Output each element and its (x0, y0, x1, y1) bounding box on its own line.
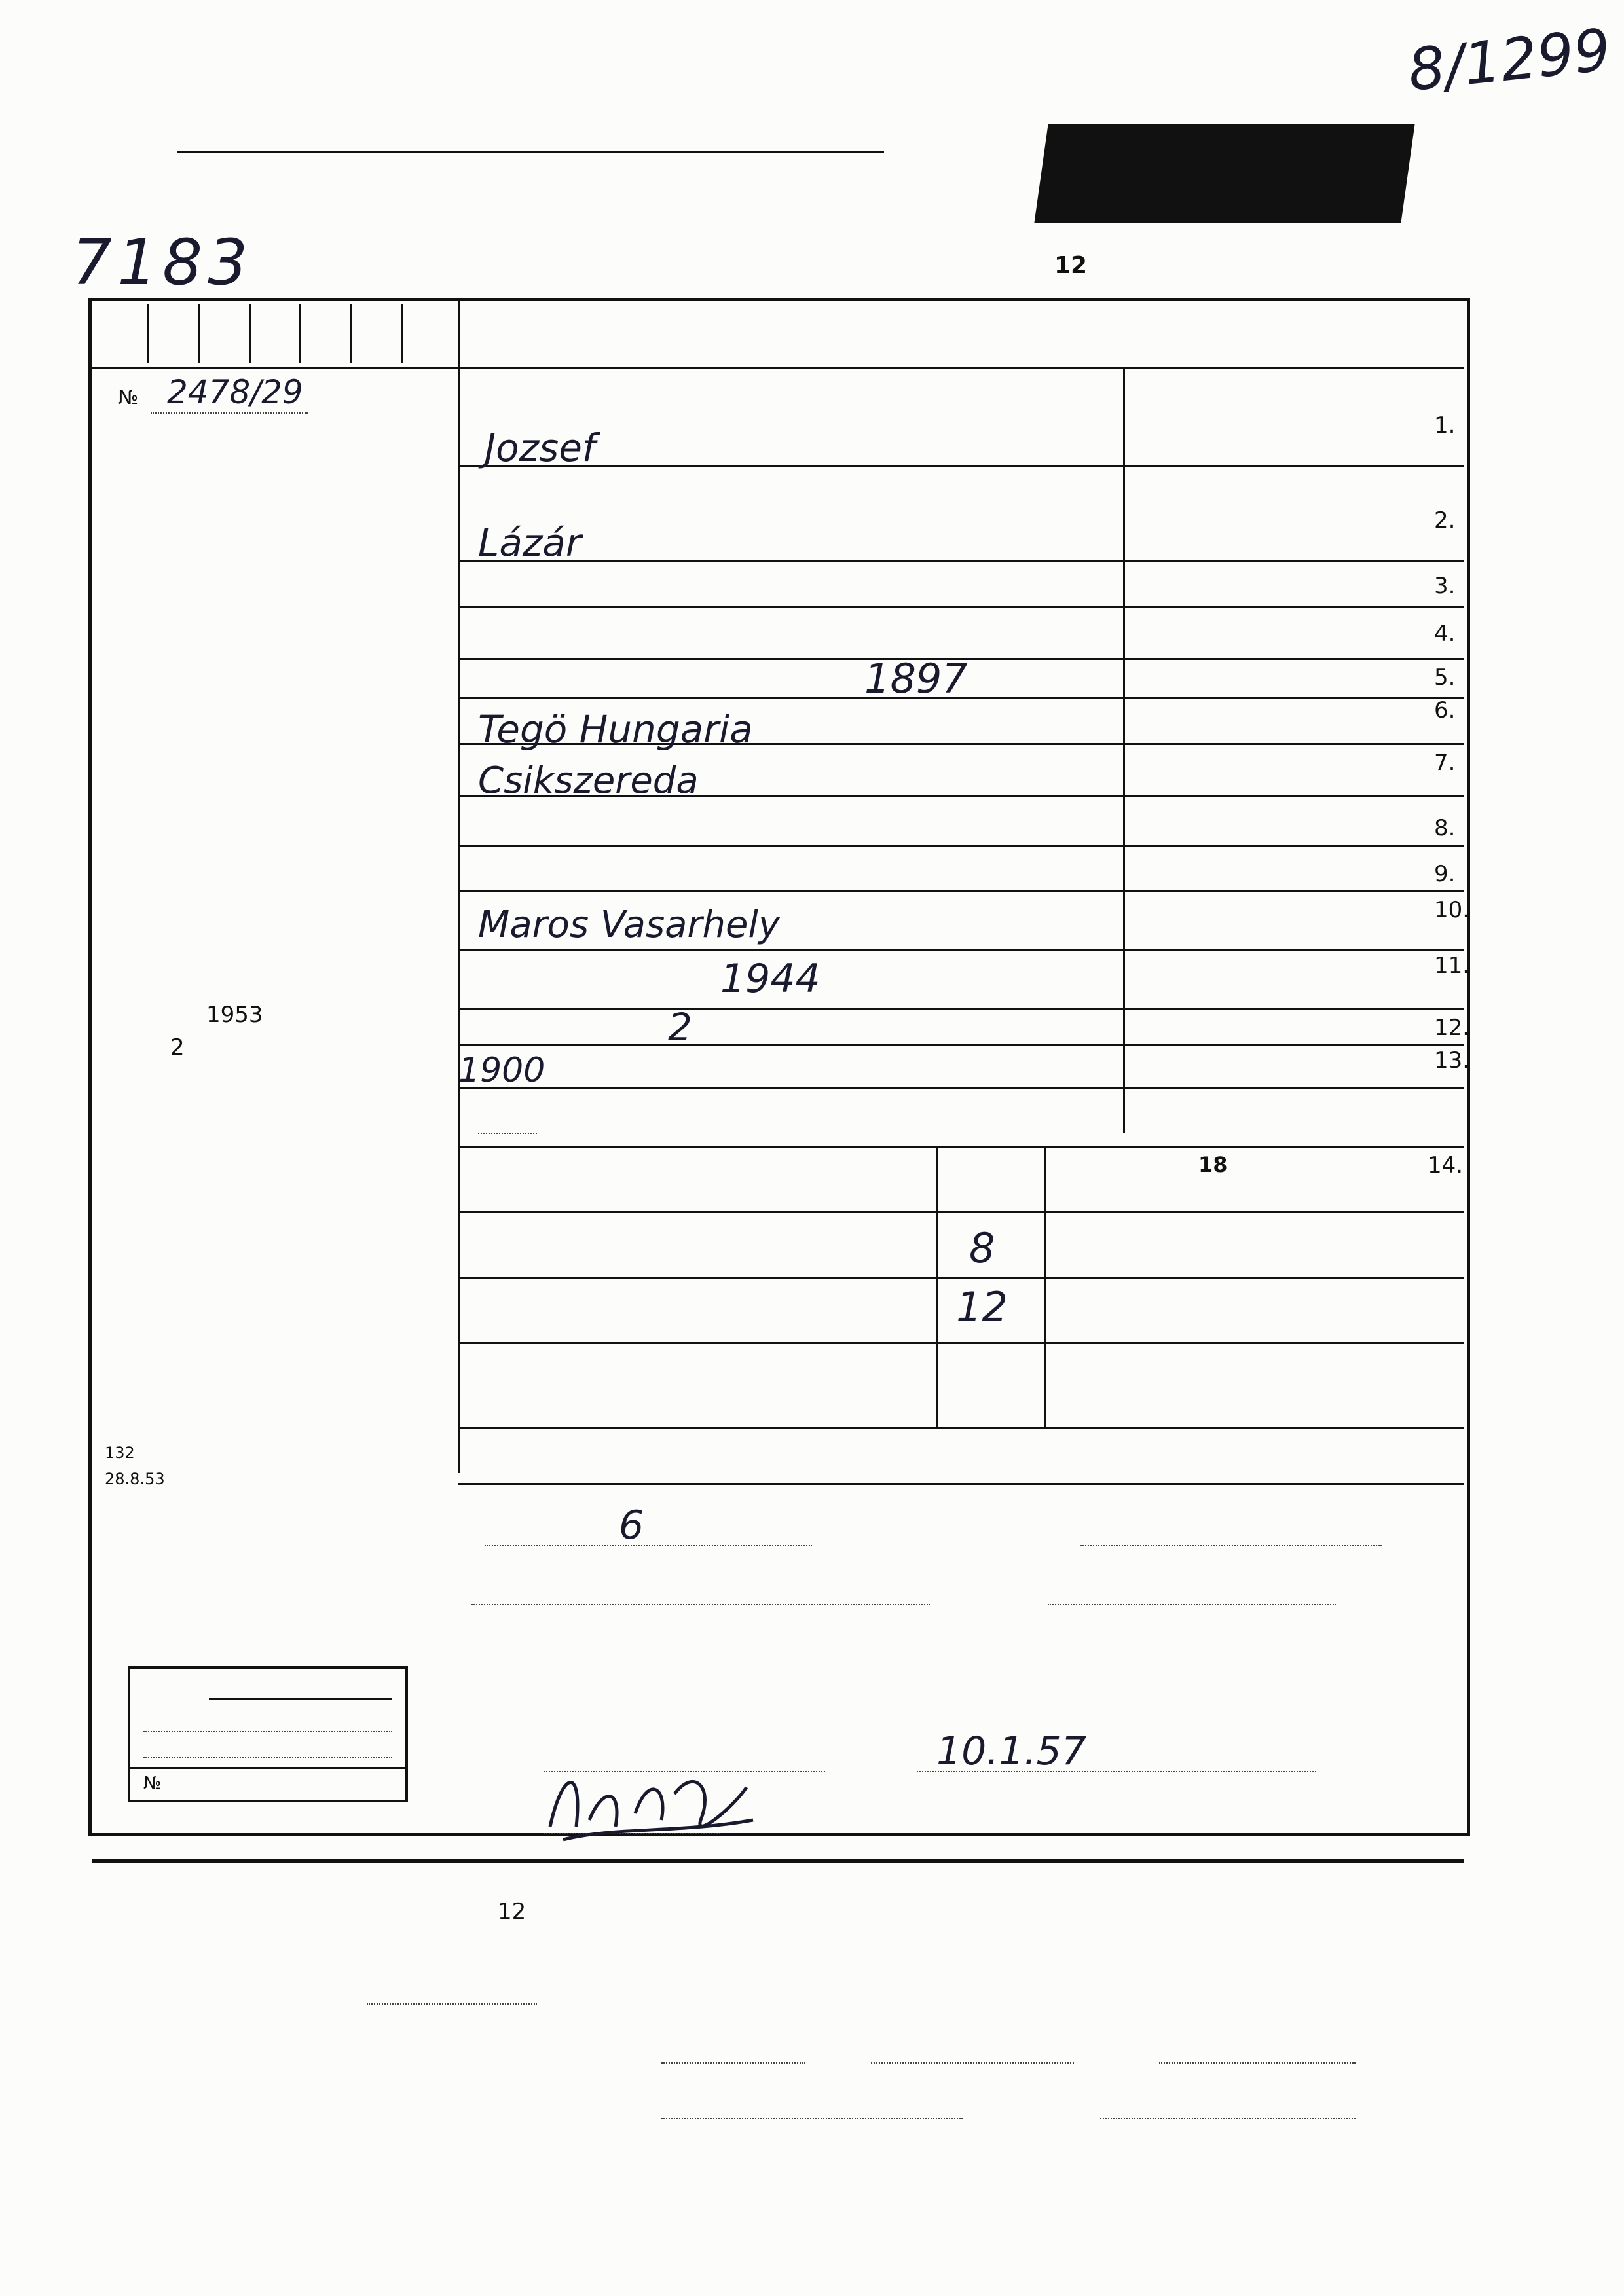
row-line (458, 606, 1464, 608)
children-age-header: 18 (1198, 1152, 1228, 1177)
field-7-latin: Csikszereda (478, 759, 699, 802)
approval-cells (98, 304, 452, 363)
law-box-section: 2 (170, 1034, 185, 1061)
declaration-line-2 (753, 1696, 1447, 1722)
field-1-number: 1. (1434, 412, 1456, 439)
children-bottom-line (458, 1427, 1464, 1429)
children-col-divider (1044, 1146, 1046, 1427)
yad-vashem-logo (1034, 124, 1414, 223)
approval-top-line (92, 367, 458, 369)
citizenship-box (128, 1666, 408, 1802)
field-6-number: 6. (1434, 697, 1456, 723)
page-number: 7183 (72, 226, 253, 299)
field-3-number: 3. (1434, 573, 1456, 599)
footer-witness-signature-line (1100, 2118, 1356, 2119)
field-12-number: 12. (1434, 1015, 1470, 1041)
approval-number-symbol: № (118, 386, 139, 409)
declarant-address-line (485, 1545, 812, 1546)
footer-forests-line (871, 2062, 1074, 2064)
footer-witness-address-line (661, 2118, 963, 2119)
citizenship-box-title (209, 1675, 392, 1700)
footer-hiding-line (1159, 2062, 1356, 2064)
declaration-line-1 (471, 1640, 1447, 1666)
declarant-house-number: 6 (619, 1503, 644, 1548)
field-13-value: 1900 (458, 1051, 545, 1090)
field-7-number: 7. (1434, 750, 1456, 776)
field-10-latin: Maros Vasarhely (478, 903, 781, 946)
field-11-value: 1944 (720, 956, 821, 1002)
children-row-number: 14. (1428, 1152, 1464, 1178)
citizenship-number-divider (130, 1767, 405, 1769)
footer-etc-line (661, 2062, 805, 2064)
approval-label (314, 390, 432, 412)
row-line (458, 465, 1464, 467)
footer-ghetto-line (367, 2003, 537, 2005)
note-label (1342, 1450, 1447, 1476)
law-box-logo (196, 959, 380, 985)
row-line (458, 890, 1464, 892)
children-row-line (458, 1342, 1464, 1344)
relation-to-line (1048, 1604, 1336, 1605)
field-5-value: 1897 (864, 655, 968, 702)
field-11-number: 11. (1434, 953, 1470, 979)
note-bottom-line (458, 1483, 1464, 1485)
row-line (458, 949, 1464, 951)
header-institution (177, 124, 884, 153)
field-1-latin: Jozsef (485, 426, 596, 470)
photo-label (229, 635, 308, 657)
field-5-number: 5. (1434, 665, 1456, 691)
relation-line (471, 1604, 930, 1605)
field-10-number: 10. (1434, 897, 1470, 923)
field-6-latin: Tegö Hungaria (478, 707, 753, 752)
field-12-value: 2 (668, 1005, 692, 1049)
children-row-line (458, 1277, 1464, 1279)
law-box-year: 1953 (206, 1002, 263, 1028)
header-form-title (419, 183, 642, 223)
field-2-latin: Lázár (478, 520, 581, 565)
row-line (458, 1087, 1464, 1089)
note-text (458, 1450, 1336, 1476)
row-line (458, 560, 1464, 562)
top-strip-line (458, 367, 1464, 369)
row-line (458, 1146, 1464, 1148)
row-line (458, 845, 1464, 847)
citizenship-line (143, 1757, 392, 1758)
footer-title: 12 (498, 1899, 526, 1925)
field-2-number: 2. (1434, 507, 1456, 534)
law-citation-date: 28.8.53 (105, 1470, 165, 1488)
header-subtitle (249, 242, 825, 275)
declaration-date: 10.1.57 (936, 1728, 1087, 1774)
row-line (458, 1008, 1464, 1010)
field-9-number: 9. (1434, 861, 1456, 887)
header-address: 12 (1054, 252, 1088, 279)
law-box-title (111, 920, 452, 946)
child-1-age: 8 (969, 1224, 995, 1272)
law-box-text (98, 1074, 452, 1440)
citizenship-line (143, 1731, 392, 1732)
date-place-line (917, 1771, 1316, 1772)
archive-number: 8/1299 (1405, 16, 1614, 104)
field-4-number: 4. (1434, 621, 1456, 647)
citizenship-number-symbol: № (143, 1774, 162, 1793)
label-column-divider (1123, 367, 1125, 1133)
approval-number: 2478/29 (167, 373, 303, 411)
column-divider (458, 301, 460, 1473)
main-form-frame (88, 298, 1470, 1836)
instruction-line (1061, 318, 1441, 344)
footer-divider (92, 1859, 1464, 1863)
declarant-name-line (1080, 1545, 1382, 1546)
field-13-number: 13. (1434, 1048, 1470, 1074)
children-col-divider (936, 1146, 938, 1427)
child-2-age: 12 (956, 1283, 1008, 1331)
law-citation-number: 132 (105, 1444, 135, 1462)
row-line (458, 1044, 1464, 1046)
husband-line (478, 1133, 537, 1134)
children-header-line (458, 1211, 1464, 1213)
approval-number-line (151, 412, 308, 414)
field-8-number: 8. (1434, 815, 1456, 841)
signature-scribble (537, 1728, 812, 1853)
